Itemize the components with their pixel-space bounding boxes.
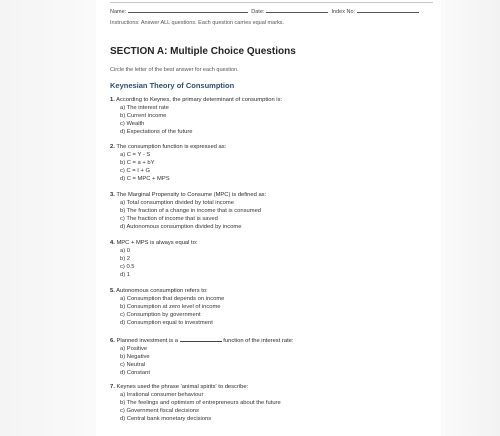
question-stem: MPC + MPS is always equal to: (116, 240, 198, 246)
date-label: Date: (251, 9, 265, 15)
question-6 (110, 336, 435, 377)
top-rule (110, 2, 433, 3)
option-b[interactable]: b) The fraction of a change in income that is consumed (120, 208, 262, 214)
question-7 (110, 384, 435, 423)
option-a[interactable]: a) Positive (120, 346, 148, 352)
option-d[interactable]: d) Constant (120, 370, 150, 376)
question-7-text (110, 384, 435, 391)
option-d[interactable]: d) C = MPC + MPS (120, 176, 170, 182)
header-fields (110, 7, 440, 15)
question-number: 4. (110, 240, 115, 246)
question-3 (110, 192, 435, 231)
question-number: 7. (110, 384, 115, 390)
question-2-text (110, 144, 435, 151)
option-b[interactable]: b) C = a + bY (120, 160, 155, 166)
option-b[interactable]: b) Current income (120, 113, 167, 119)
question-stem: Autonomous consumption refers to: (116, 288, 208, 294)
fill-in-blank (180, 336, 222, 342)
question-stem: The consumption function is expressed as: (116, 144, 227, 150)
option-a[interactable]: a) C = Y - S (120, 152, 151, 158)
date-blank (266, 7, 328, 13)
option-b[interactable]: b) 2 (120, 256, 130, 262)
option-c[interactable]: c) Wealth (120, 121, 145, 127)
question-stem-before: Planned investment is a (116, 338, 179, 344)
question-number: 5. (110, 288, 115, 294)
question-stem: Keynes used the phrase 'animal spirits' to describe: (116, 384, 249, 390)
option-a[interactable]: a) Irrational consumer behaviour (120, 392, 204, 398)
option-b[interactable]: b) Consumption at zero level of income (120, 304, 221, 310)
option-d[interactable]: d) Central bank monetary decisions (120, 416, 212, 422)
question-stem: The Marginal Propensity to Consume (MPC) is defined as: (116, 192, 267, 198)
option-a[interactable]: a) Total consumption divided by total income (120, 200, 234, 206)
question-stem: According to Keynes, the primary determinant of consumption is: (116, 97, 283, 103)
question-3-text (110, 192, 435, 199)
option-c[interactable]: c) The fraction of income that is saved (120, 216, 218, 222)
instructions: Instructions: Answer ALL questions. Each question carries equal marks. (110, 20, 285, 26)
index-blank (357, 7, 419, 13)
option-d[interactable]: d) Expectations of the future (120, 129, 193, 135)
question-2 (110, 144, 435, 183)
option-c[interactable]: c) 0.5 (120, 264, 135, 270)
left-margin-shadow (0, 0, 96, 436)
option-b[interactable]: b) Negative (120, 354, 150, 360)
option-c[interactable]: c) Neutral (120, 362, 146, 368)
option-a[interactable]: a) 0 (120, 248, 130, 254)
option-b[interactable]: b) The feelings and optimism of entrepreneurs about the future (120, 400, 281, 406)
section-title: SECTION A: Multiple Choice Questions (110, 46, 296, 57)
name-blank (128, 7, 248, 13)
question-5-text (110, 288, 435, 295)
question-1-text (110, 97, 435, 104)
circle-instruction: Circle the letter of the best answer for each question. (110, 67, 239, 73)
question-4 (110, 240, 435, 279)
question-number: 1. (110, 97, 115, 103)
option-c[interactable]: c) Government fiscal decisions (120, 408, 199, 414)
option-d[interactable]: d) Autonomous consumption divided by income (120, 224, 242, 230)
question-5 (110, 288, 435, 327)
option-c[interactable]: c) C = I + G (120, 168, 150, 174)
question-number: 3. (110, 192, 115, 198)
right-margin-shadow (441, 0, 500, 436)
option-d[interactable]: d) Consumption equal to investment (120, 320, 213, 326)
question-6-text (110, 336, 435, 345)
option-d[interactable]: d) 1 (120, 272, 130, 278)
index-label: Index No: (331, 9, 356, 15)
option-a[interactable]: a) Consumption that depends on income (120, 296, 225, 302)
option-c[interactable]: c) Consumption by government (120, 312, 201, 318)
question-number: 6. (110, 338, 115, 344)
name-label: Name: (110, 9, 127, 15)
question-1 (110, 97, 435, 136)
worksheet-page (96, 0, 441, 436)
topic-heading: Keynesian Theory of Consumption (110, 81, 235, 90)
option-a[interactable]: a) The interest rate (120, 105, 169, 111)
question-number: 2. (110, 144, 115, 150)
question-4-text (110, 240, 435, 247)
question-stem-after: function of the interest rate: (223, 338, 294, 344)
